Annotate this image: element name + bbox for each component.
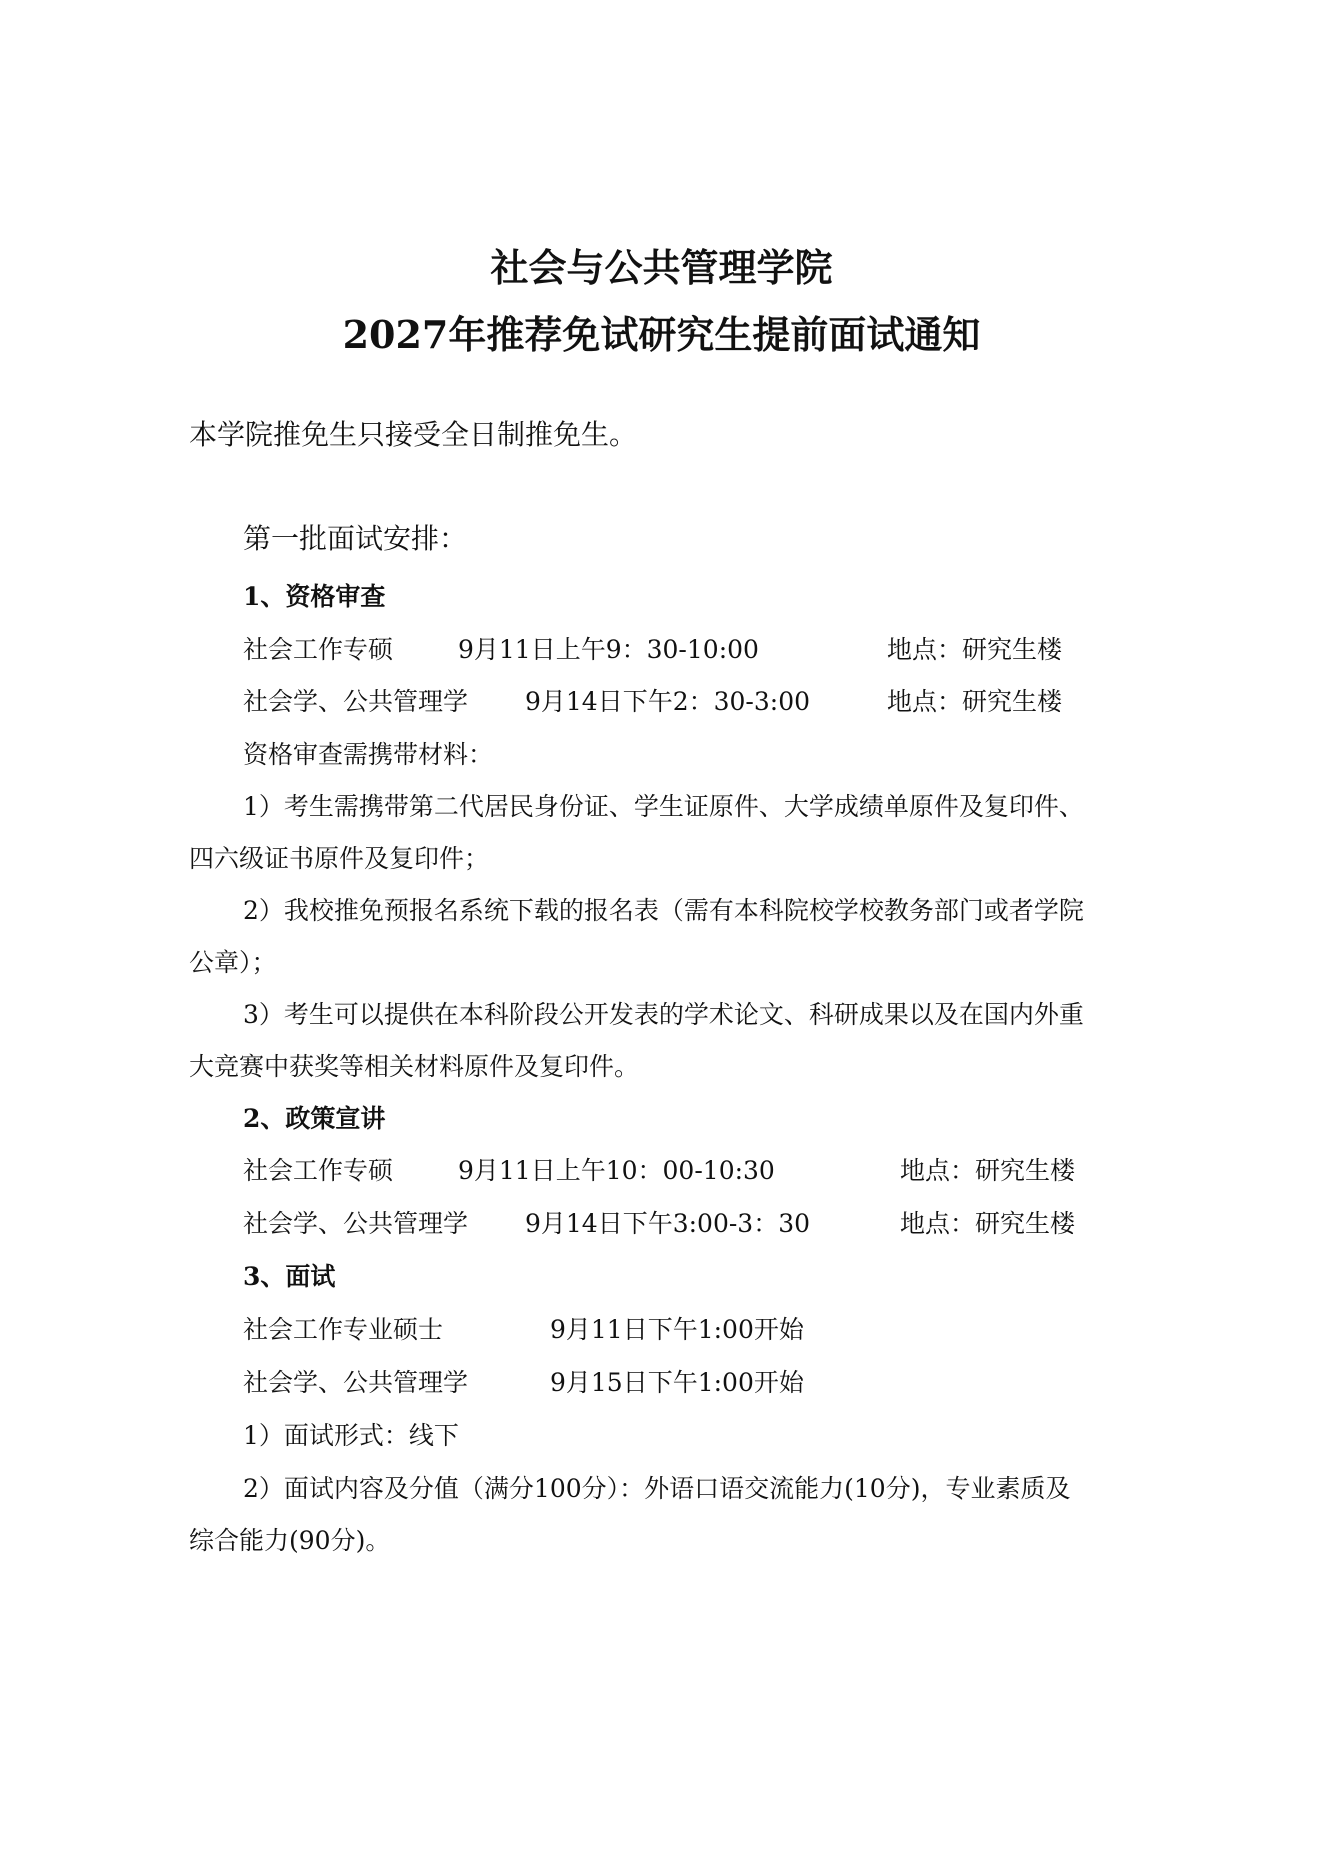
materials-heading: 资格审查需携带材料：: [243, 740, 494, 769]
section1-row2-location: 地点：研究生楼: [887, 687, 1063, 716]
interview-item2: 2）面试内容及分值（满分100分）：外语口语交流能力(10分)，专业素质及: [243, 1474, 1071, 1503]
section3-row1-time: 9月11日下午1:00开始: [550, 1315, 804, 1344]
materials-item3: 3）考生可以提供在本科阶段公开发表的学术论文、科研成果以及在国内外重: [243, 1000, 1084, 1029]
interview-item2-cont: 综合能力(90分)。: [189, 1526, 391, 1555]
materials-item1-cont: 四六级证书原件及复印件；: [189, 844, 490, 873]
section2-row1-program: 社会工作专硕: [243, 1156, 394, 1185]
document-title-line1: 社会与公共管理学院: [490, 245, 833, 290]
section1-row1-location: 地点：研究生楼: [887, 635, 1063, 664]
materials-item1: 1）考生需携带第二代居民身份证、学生证原件、大学成绩单原件及复印件、: [243, 792, 1084, 821]
section1-row1-time: 9月11日上午9：30-10:00: [458, 635, 759, 664]
batch-heading: 第一批面试安排：: [243, 522, 468, 555]
materials-item3-cont: 大竞赛中获奖等相关材料原件及复印件。: [189, 1052, 640, 1081]
section1-heading: 1、资格审查: [243, 582, 386, 611]
section1-row2-time: 9月14日下午2：30-3:00: [525, 687, 811, 716]
section2-heading: 2、政策宣讲: [243, 1104, 386, 1133]
intro-statement: 本学院推免生只接受全日制推免生。: [189, 418, 638, 451]
materials-item2: 2）我校推免预报名系统下载的报名表（需有本科院校学校教务部门或者学院: [243, 896, 1084, 925]
section2-row1-time: 9月11日上午10：00-10:30: [458, 1156, 775, 1185]
section2-row2-program: 社会学、公共管理学: [243, 1209, 469, 1238]
section3-heading: 3、面试: [243, 1262, 336, 1291]
section3-row2-program: 社会学、公共管理学: [243, 1368, 469, 1397]
section1-row2-program: 社会学、公共管理学: [243, 687, 469, 716]
section2-row2-time: 9月14日下午3:00-3：30: [525, 1209, 811, 1238]
section3-row1-program: 社会工作专业硕士: [243, 1315, 444, 1344]
interview-item1: 1）面试形式：线下: [243, 1421, 459, 1450]
section3-row2-time: 9月15日下午1:00开始: [550, 1368, 804, 1397]
document-title-line2: 2027年推荐免试研究生提前面试通知: [342, 312, 981, 357]
materials-item2-cont: 公章）；: [189, 948, 277, 977]
section2-row2-location: 地点：研究生楼: [900, 1209, 1076, 1238]
section2-row1-location: 地点：研究生楼: [900, 1156, 1076, 1185]
section1-row1-program: 社会工作专硕: [243, 635, 394, 664]
